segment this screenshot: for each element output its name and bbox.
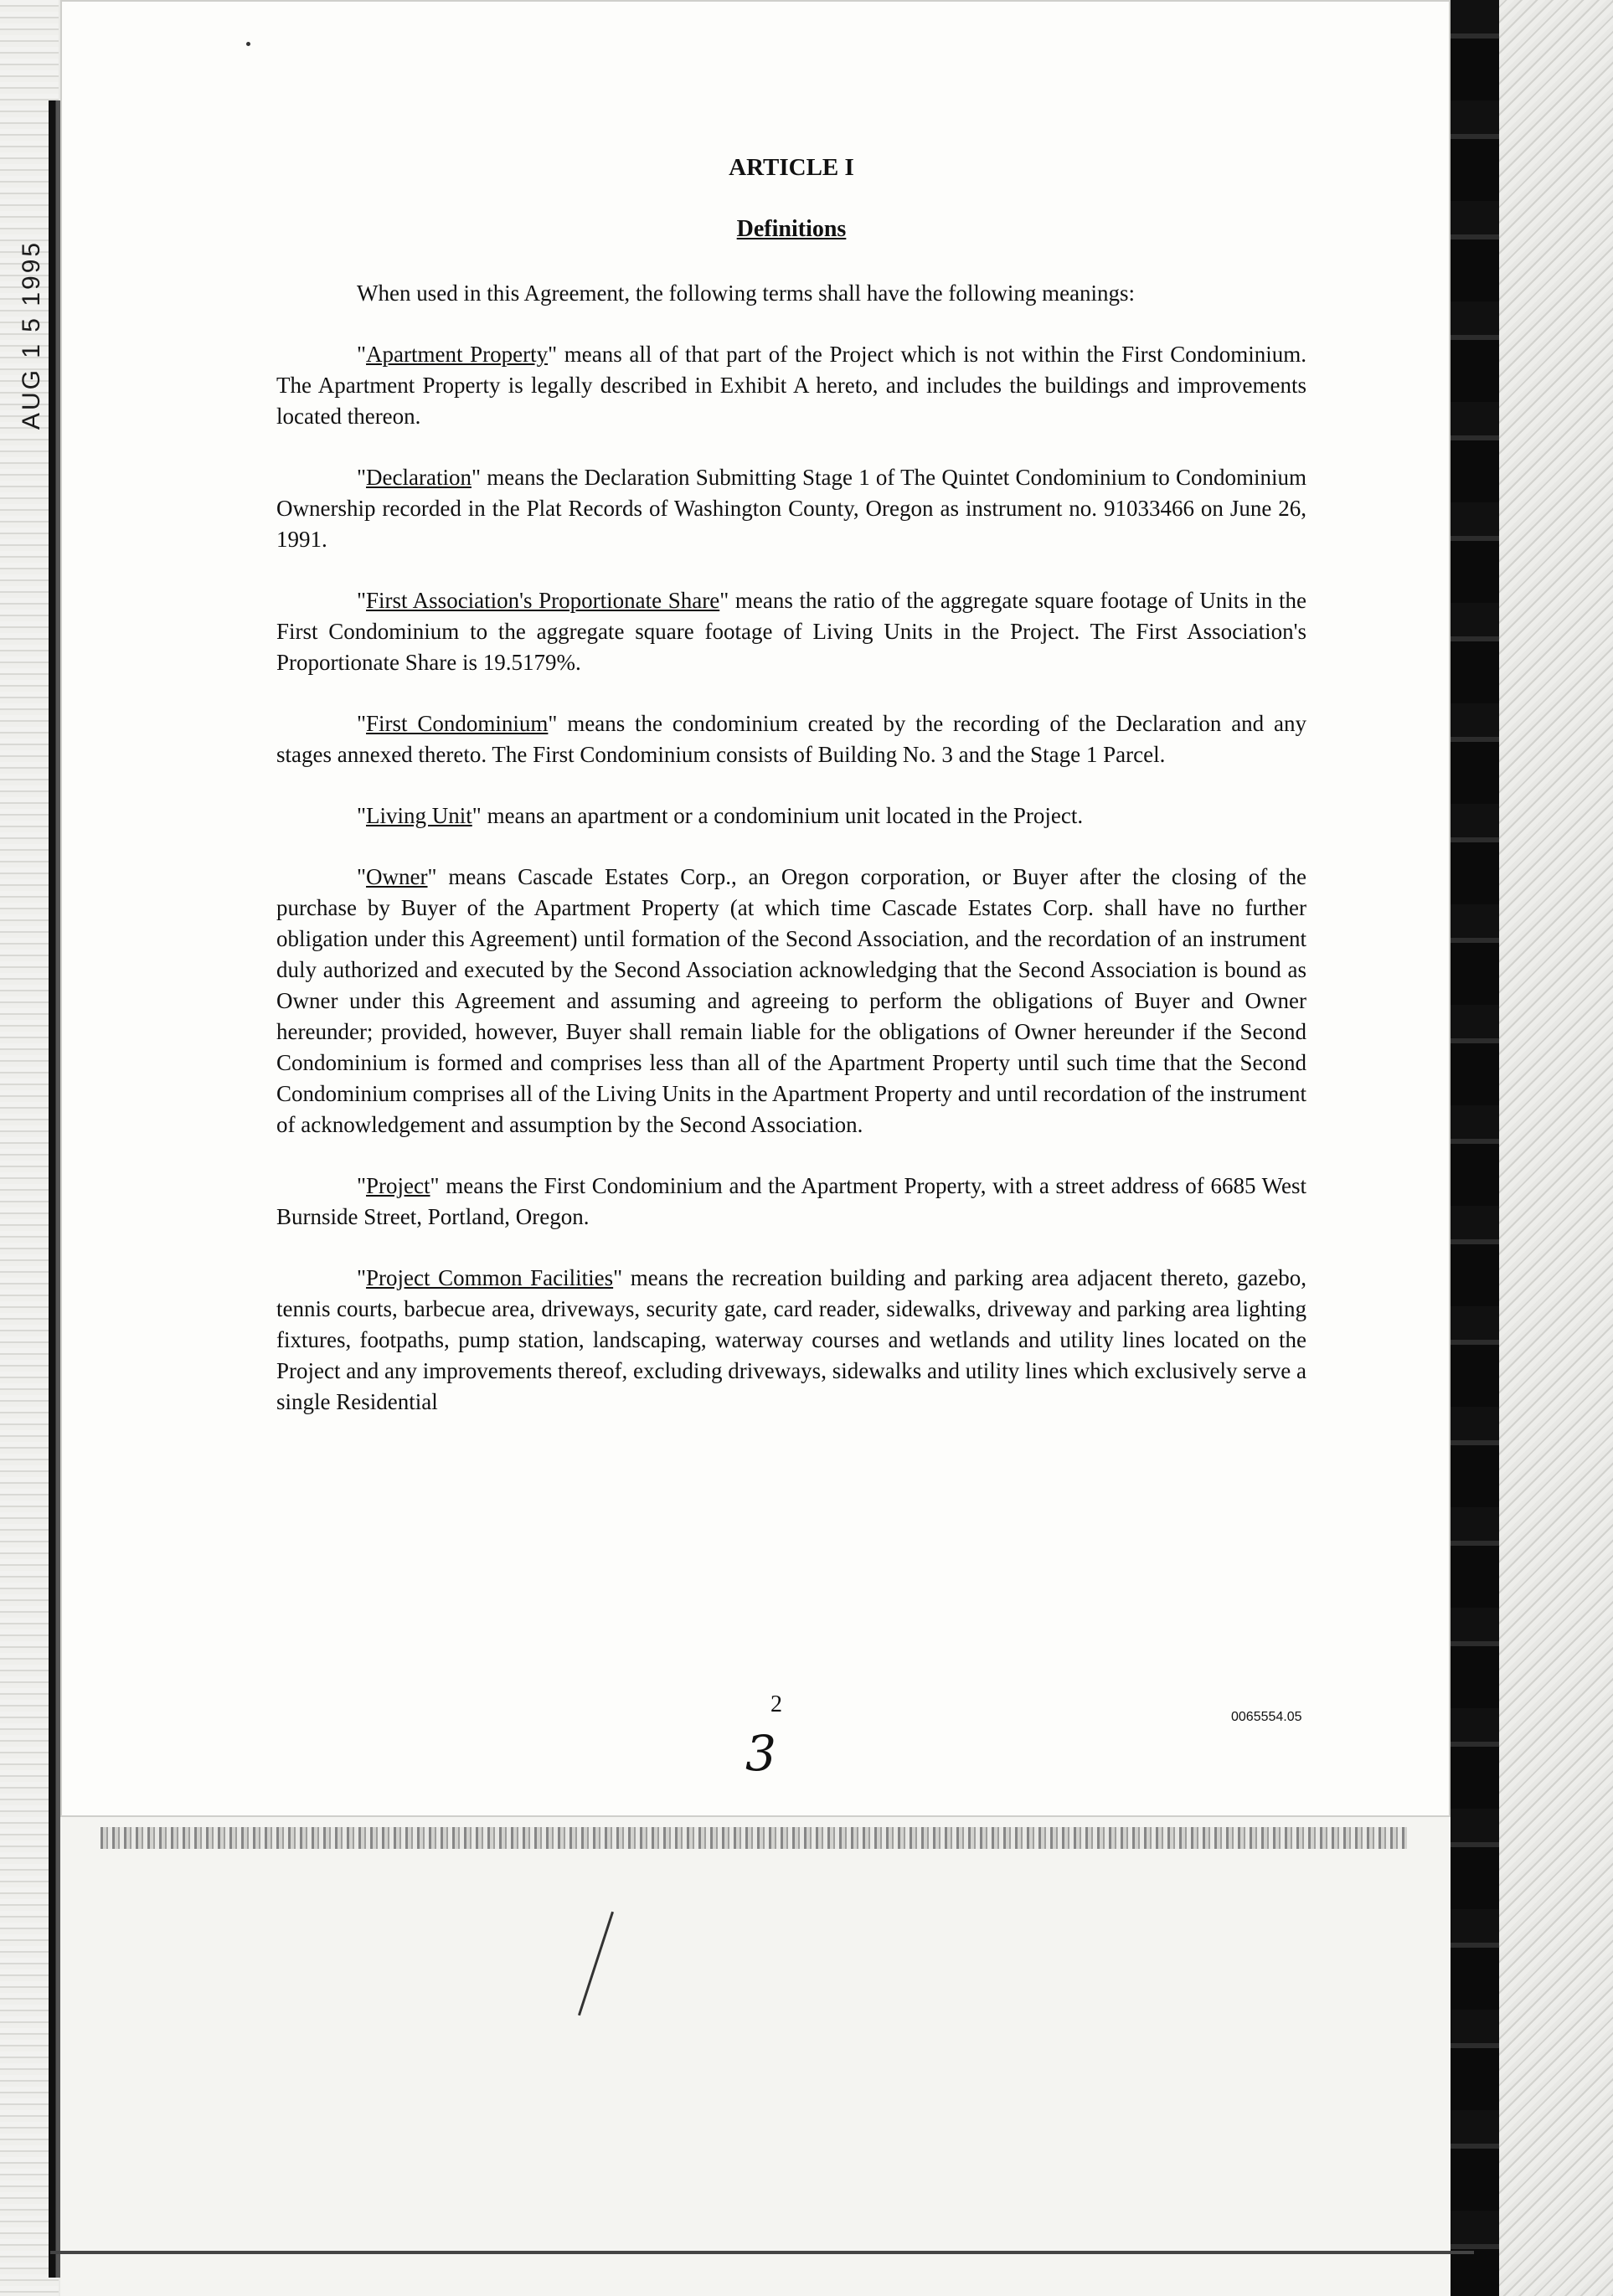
document-code: 0065554.05 bbox=[1231, 1710, 1302, 1724]
definition-text: means the Declaration Submitting Stage 1 of The Quintet Condominium to Condominium Ownership recorded in the Plat Records of Washington County, Oregon as instrument no. 91033466 on June 26, 1991. bbox=[276, 465, 1306, 552]
scan-edge-bar-right bbox=[1451, 0, 1499, 2296]
definition-paragraph: "First Association's Proportionate Share" means the ratio of the aggregate square footage of Units in the First Condominium to the aggregate square footage of Living Units in the Project. The First Association's Proportionate Share is 19.5179%. bbox=[276, 588, 1306, 675]
scan-border-bottom bbox=[60, 1817, 1451, 2296]
date-stamp-text: AUG 1 5 1995 bbox=[18, 239, 45, 430]
defined-term: Living Unit bbox=[366, 803, 472, 828]
definition-text: means an apartment or a condominium unit located in the Project. bbox=[481, 803, 1084, 828]
page-number: 2 bbox=[770, 1691, 782, 1717]
definition-paragraph: "First Condominium" means the condominium created by the recording of the Declaration and any stages annexed thereto. The First Condominium consists of Building No. 3 and the Stage 1 Parcel. bbox=[276, 711, 1306, 767]
scan-bottom-rule bbox=[50, 2251, 1474, 2254]
intro-paragraph: When used in this Agreement, the following terms shall have the following meanings: bbox=[357, 281, 1136, 306]
defined-term: Owner bbox=[366, 864, 428, 889]
definition-text: means the ratio of the aggregate square footage of Units in the First Condominium to the aggregate square footage of Living Units in the Project. The First Association's Proportionate Share is 19.5179%. bbox=[276, 588, 1306, 675]
definition-text: means the recreation building and parking area adjacent thereto, gazebo, tennis courts, barbecue area, driveways, security gate, card reader, sidewalks, driveway and parking area lighting fixtures, footpaths, pump station, landscaping, waterway courses and wetlands and utility lines located on the Project and any improvements thereof, excluding driveways, sidewalks and utility lines which exclusively serve a single Residential bbox=[276, 1265, 1306, 1414]
scan-smear bbox=[100, 1827, 1407, 1849]
defined-term: Project bbox=[366, 1173, 430, 1198]
definition-paragraph: "Owner" means Cascade Estates Corp., an Oregon corporation, or Buyer after the closing of the purchase by Buyer of the Apartment Property (at which time Cascade Estates Corp. shall have no further obligation under this Agreement) until formation of the Second Association, and the recordation of an instrument duly authorized and executed by the Second Association acknowledging that the Second Association is bound as Owner under this Agreement and assuming and agreeing to perform the obligations of Buyer and Owner hereunder; provided, however, Buyer shall remain liable for the obligations of Owner hereunder if the Second Condominium is formed and comprises less than all of the Apartment Property until such time that the Second Condominium comprises all of the Living Units in the Apartment Property and until recordation of the instrument of acknowledgement and assumption by the Second Association. bbox=[276, 864, 1306, 1137]
scan-border-right bbox=[1499, 0, 1613, 2296]
definition-paragraph: "Project Common Facilities" means the recreation building and parking area adjacent thereto, gazebo, tennis courts, barbecue area, driveways, security gate, card reader, sidewalks, driveway and parking area lighting fixtures, footpaths, pump station, landscaping, waterway courses and wetlands and utility lines located on the Project and any improvements thereof, excluding driveways, sidewalks and utility lines which exclusively serve a single Residential bbox=[276, 1265, 1306, 1414]
definition-text: means Cascade Estates Corp., an Oregon corporation, or Buyer after the closing of the purchase by Buyer of the Apartment Property (at which time Cascade Estates Corp. shall have no further obligation under this Agreement) until formation of the Second Association, and the recordation of an instrument duly authorized and executed by the Second Association acknowledging that the Second Association is bound as Owner under this Agreement and assuming and agreeing to perform the obligations of Buyer and Owner hereunder; provided, however, Buyer shall remain liable for the obligations of Owner hereunder if the Second Condominium is formed and comprises less than all of the Apartment Property until such time that the Second Condominium comprises all of the Living Units in the Apartment Property and until recordation of the instrument of acknowledgement and assumption by the Second Association. bbox=[276, 864, 1306, 1137]
definition-paragraph: "Project" means the First Condominium and the Apartment Property, with a street address of 6685 West Burnside Street, Portland, Oregon. bbox=[276, 1173, 1306, 1229]
definition-text: means the condominium created by the recording of the Declaration and any stages annexed thereto. The First Condominium consists of Building No. 3 and the Stage 1 Parcel. bbox=[276, 711, 1306, 767]
section-title: Definitions bbox=[736, 216, 847, 242]
document-body bbox=[276, 152, 1306, 1448]
defined-term: Apartment Property bbox=[366, 342, 549, 367]
speck bbox=[246, 42, 250, 46]
date-stamp bbox=[12, 234, 52, 435]
definition-paragraph: "Apartment Property" means all of that part of the Project which is not within the First Condominium. The Apartment Property is legally described in Exhibit A hereto, and includes the buildings and improvements located thereon. bbox=[276, 342, 1306, 429]
definition-text: means the First Condominium and the Apartment Property, with a street address of 6685 West Burnside Street, Portland, Oregon. bbox=[276, 1173, 1306, 1229]
defined-term: First Association's Proportionate Share bbox=[366, 588, 720, 613]
defined-term: Project Common Facilities bbox=[366, 1265, 614, 1290]
defined-term: Declaration bbox=[366, 465, 472, 490]
handwritten-page-number: 3 bbox=[745, 1725, 776, 1782]
definition-paragraph: "Living Unit" means an apartment or a condominium unit located in the Project. bbox=[357, 803, 1084, 828]
article-title: ARTICLE I bbox=[729, 154, 854, 181]
definition-text: means all of that part of the Project which is not within the First Condominium. The Apartment Property is legally described in Exhibit A hereto, and includes the buildings and improvements located thereon. bbox=[276, 342, 1306, 429]
defined-term: First Condominium bbox=[366, 711, 549, 736]
definition-paragraph: "Declaration" means the Declaration Submitting Stage 1 of The Quintet Condominium to Condominium Ownership recorded in the Plat Records of Washington County, Oregon as instrument no. 91033466 on June 26, 1991. bbox=[276, 465, 1306, 552]
